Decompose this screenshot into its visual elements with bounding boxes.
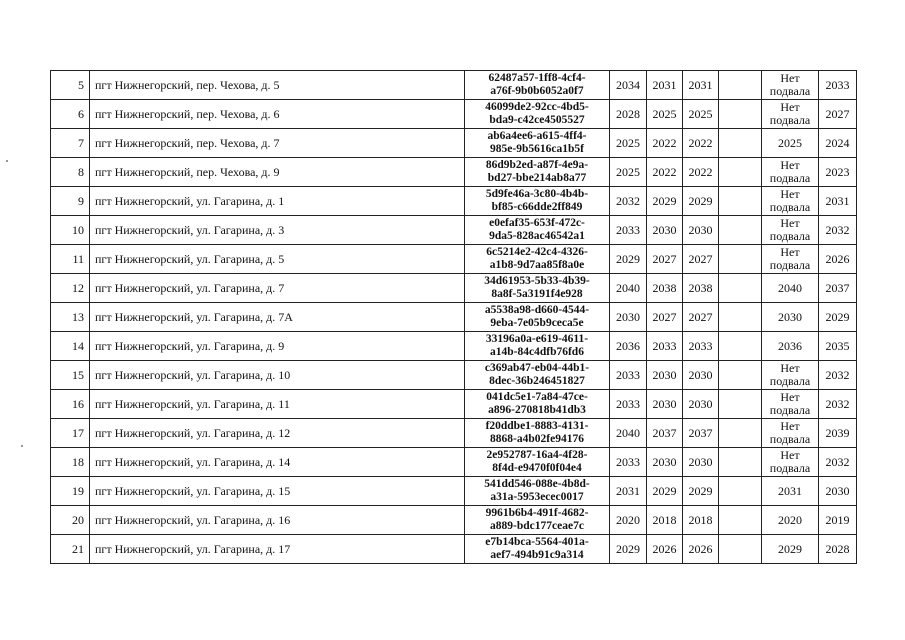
year-cell-3: 2025 [683, 100, 719, 129]
year-cell-3: 2030 [683, 390, 719, 419]
year-cell-1: 2020 [610, 506, 647, 535]
row-number: 11 [51, 245, 90, 274]
building-id-line-2: a1b8-9d7aa85f8a0e [489, 259, 585, 271]
scan-speck [6, 160, 8, 162]
year-cell-2: 2022 [647, 129, 683, 158]
building-id-line-1: 6c5214e2-42c4-4326- [486, 246, 588, 258]
year-cell-4 [719, 419, 762, 448]
year-cell-3: 2038 [683, 274, 719, 303]
year-cell-4 [719, 506, 762, 535]
year-cell-3: 2030 [683, 216, 719, 245]
year-cell-2: 2022 [647, 158, 683, 187]
year-cell-5: 2032 [819, 448, 857, 477]
building-id-line-2: a76f-9b0b6052a0f7 [490, 85, 584, 97]
address-cell: пгт Нижнегорский, ул. Гагарина, д. 3 [90, 216, 465, 245]
year-cell-5: 2033 [819, 71, 857, 100]
building-id-line-2: 8a8f-5a3191f4e928 [491, 288, 583, 300]
table-row [51, 100, 857, 129]
building-id-cell [465, 216, 610, 245]
building-id-cell [465, 477, 610, 506]
year-cell-2: 2025 [647, 100, 683, 129]
year-cell-1: 2040 [610, 274, 647, 303]
address-cell: пгт Нижнегорский, ул. Гагарина, д. 17 [90, 535, 465, 564]
basement-cell: Нет подвала [762, 361, 819, 390]
scan-speck [21, 445, 23, 447]
building-id-line-2: a889-bdc177ceae7c [490, 520, 584, 532]
year-cell-5: 2028 [819, 535, 857, 564]
year-cell-4 [719, 535, 762, 564]
table-row [51, 245, 857, 274]
year-cell-4 [719, 129, 762, 158]
year-cell-1: 2031 [610, 477, 647, 506]
table-row [51, 477, 857, 506]
year-cell-2: 2018 [647, 506, 683, 535]
year-cell-5: 2024 [819, 129, 857, 158]
year-cell-1: 2034 [610, 71, 647, 100]
address-cell: пгт Нижнегорский, пер. Чехова, д. 5 [90, 71, 465, 100]
year-cell-2: 2030 [647, 216, 683, 245]
year-cell-1: 2032 [610, 187, 647, 216]
year-cell-3: 2027 [683, 303, 719, 332]
basement-cell: 2036 [762, 332, 819, 361]
building-id-line-1: a5538a98-d660-4544- [484, 304, 590, 316]
year-cell-3: 2022 [683, 129, 719, 158]
building-id-line-2: bd27-bbe214ab8a77 [487, 172, 587, 184]
year-cell-2: 2030 [647, 361, 683, 390]
building-id-line-2: 8dec-36b246451827 [489, 375, 585, 387]
year-cell-2: 2027 [647, 303, 683, 332]
basement-cell: Нет подвала [762, 158, 819, 187]
year-cell-4 [719, 216, 762, 245]
year-cell-4 [719, 274, 762, 303]
basement-cell: 2031 [762, 477, 819, 506]
year-cell-5: 2030 [819, 477, 857, 506]
address-cell: пгт Нижнегорский, ул. Гагарина, д. 14 [90, 448, 465, 477]
row-number: 5 [51, 71, 90, 100]
address-cell: пгт Нижнегорский, ул. Гагарина, д. 9 [90, 332, 465, 361]
row-number: 21 [51, 535, 90, 564]
year-cell-4 [719, 100, 762, 129]
building-id-cell [465, 448, 610, 477]
row-number: 19 [51, 477, 90, 506]
year-cell-1: 2025 [610, 129, 647, 158]
building-id-cell [465, 71, 610, 100]
building-id-cell [465, 390, 610, 419]
year-cell-5: 2032 [819, 361, 857, 390]
table-row [51, 71, 857, 100]
year-cell-5: 2026 [819, 245, 857, 274]
year-cell-5: 2019 [819, 506, 857, 535]
row-number: 6 [51, 100, 90, 129]
year-cell-2: 2029 [647, 187, 683, 216]
basement-cell: Нет подвала [762, 448, 819, 477]
year-cell-5: 2029 [819, 303, 857, 332]
table-row [51, 361, 857, 390]
year-cell-4 [719, 245, 762, 274]
building-id-line-1: ab6a4ee6-a615-4ff4- [487, 130, 587, 142]
address-cell: пгт Нижнегорский, ул. Гагарина, д. 7 [90, 274, 465, 303]
building-id-line-2: bda9-c42ce4505527 [489, 114, 585, 126]
building-id-line-1: 041dc5e1-7a84-47ce- [486, 391, 588, 403]
year-cell-1: 2030 [610, 303, 647, 332]
year-cell-5: 2023 [819, 158, 857, 187]
year-cell-2: 2031 [647, 71, 683, 100]
address-cell: пгт Нижнегорский, ул. Гагарина, д. 10 [90, 361, 465, 390]
basement-cell: 2030 [762, 303, 819, 332]
year-cell-1: 2040 [610, 419, 647, 448]
year-cell-1: 2029 [610, 245, 647, 274]
year-cell-1: 2033 [610, 361, 647, 390]
building-id-line-2: a896-270818b41db3 [488, 404, 586, 416]
building-id-cell [465, 129, 610, 158]
year-cell-3: 2026 [683, 535, 719, 564]
row-number: 8 [51, 158, 90, 187]
year-cell-1: 2033 [610, 448, 647, 477]
table-row [51, 187, 857, 216]
building-id-cell [465, 332, 610, 361]
year-cell-4 [719, 187, 762, 216]
basement-cell: Нет подвала [762, 390, 819, 419]
year-cell-2: 2029 [647, 477, 683, 506]
year-cell-3: 2037 [683, 419, 719, 448]
building-id-line-1: f20ddbe1-8883-4131- [485, 420, 589, 432]
basement-cell: Нет подвала [762, 245, 819, 274]
building-id-line-2: a31a-5953ecec0017 [490, 491, 584, 503]
year-cell-2: 2030 [647, 448, 683, 477]
year-cell-2: 2038 [647, 274, 683, 303]
year-cell-5: 2037 [819, 274, 857, 303]
year-cell-4 [719, 361, 762, 390]
building-id-line-2: 985e-9b5616ca1b5f [490, 143, 584, 155]
building-id-line-1: 33196a0a-e619-4611- [485, 333, 589, 345]
row-number: 17 [51, 419, 90, 448]
building-id-line-1: 9961b6b4-491f-4682- [485, 507, 589, 519]
building-id-cell [465, 187, 610, 216]
row-number: 16 [51, 390, 90, 419]
year-cell-1: 2036 [610, 332, 647, 361]
building-id-cell [465, 361, 610, 390]
year-cell-4 [719, 332, 762, 361]
building-id-line-2: 8868-a4b02fe94176 [490, 433, 584, 445]
row-number: 13 [51, 303, 90, 332]
table-row [51, 506, 857, 535]
building-id-cell [465, 535, 610, 564]
building-id-cell [465, 303, 610, 332]
building-id-cell [465, 274, 610, 303]
year-cell-3: 2033 [683, 332, 719, 361]
row-number: 14 [51, 332, 90, 361]
year-cell-3: 2030 [683, 361, 719, 390]
row-number: 12 [51, 274, 90, 303]
year-cell-1: 2033 [610, 390, 647, 419]
address-cell: пгт Нижнегорский, ул. Гагарина, д. 7А [90, 303, 465, 332]
table-row [51, 390, 857, 419]
building-id-line-1: e0efaf35-653f-472c- [489, 217, 585, 229]
year-cell-4 [719, 71, 762, 100]
year-cell-1: 2025 [610, 158, 647, 187]
building-id-cell [465, 158, 610, 187]
address-cell: пгт Нижнегорский, ул. Гагарина, д. 16 [90, 506, 465, 535]
year-cell-4 [719, 303, 762, 332]
year-cell-5: 2032 [819, 216, 857, 245]
building-id-line-1: e7b14bca-5564-401a- [485, 536, 589, 548]
building-id-line-2: 9eba-7e05b9ceca5e [490, 317, 584, 329]
table-row [51, 535, 857, 564]
year-cell-2: 2026 [647, 535, 683, 564]
address-cell: пгт Нижнегорский, пер. Чехова, д. 9 [90, 158, 465, 187]
year-cell-3: 2029 [683, 477, 719, 506]
basement-cell: 2029 [762, 535, 819, 564]
year-cell-3: 2027 [683, 245, 719, 274]
row-number: 18 [51, 448, 90, 477]
building-id-cell [465, 245, 610, 274]
address-cell: пгт Нижнегорский, ул. Гагарина, д. 1 [90, 187, 465, 216]
year-cell-3: 2022 [683, 158, 719, 187]
address-cell: пгт Нижнегорский, пер. Чехова, д. 7 [90, 129, 465, 158]
building-id-line-1: 86d9b2ed-a87f-4e9a- [485, 159, 589, 171]
year-cell-2: 2033 [647, 332, 683, 361]
address-cell: пгт Нижнегорский, ул. Гагарина, д. 12 [90, 419, 465, 448]
housing-table [50, 70, 857, 564]
table-row [51, 274, 857, 303]
building-id-line-2: a14b-84c4dfb76fd6 [490, 346, 584, 358]
building-id-line-2: 9da5-828ac46542a1 [489, 230, 585, 242]
basement-cell: Нет подвала [762, 216, 819, 245]
address-cell: пгт Нижнегорский, ул. Гагарина, д. 11 [90, 390, 465, 419]
row-number: 10 [51, 216, 90, 245]
year-cell-2: 2037 [647, 419, 683, 448]
table-row [51, 419, 857, 448]
year-cell-3: 2018 [683, 506, 719, 535]
row-number: 15 [51, 361, 90, 390]
year-cell-3: 2029 [683, 187, 719, 216]
basement-cell: Нет подвала [762, 71, 819, 100]
year-cell-1: 2033 [610, 216, 647, 245]
year-cell-4 [719, 477, 762, 506]
table-row [51, 448, 857, 477]
basement-cell: 2040 [762, 274, 819, 303]
basement-cell: 2025 [762, 129, 819, 158]
building-id-line-1: 5d9fe46a-3c80-4b4b- [485, 188, 589, 200]
year-cell-4 [719, 158, 762, 187]
building-id-line-2: 8f4d-e9470f0f04e4 [492, 462, 582, 474]
table-row [51, 158, 857, 187]
basement-cell: Нет подвала [762, 187, 819, 216]
table-row [51, 303, 857, 332]
building-id-line-1: 46099de2-92cc-4bd5- [485, 101, 589, 113]
year-cell-4 [719, 448, 762, 477]
building-id-cell [465, 419, 610, 448]
row-number: 20 [51, 506, 90, 535]
basement-cell: Нет подвала [762, 419, 819, 448]
building-id-line-2: bf85-c66dde2ff849 [491, 201, 583, 213]
building-id-line-2: aef7-494b91c9a314 [490, 549, 584, 561]
building-id-line-1: 34d61953-5b33-4b39- [484, 275, 590, 287]
year-cell-1: 2029 [610, 535, 647, 564]
year-cell-2: 2030 [647, 390, 683, 419]
building-id-line-1: 62487a57-1ff8-4cf4- [488, 72, 586, 84]
year-cell-3: 2030 [683, 448, 719, 477]
year-cell-2: 2027 [647, 245, 683, 274]
year-cell-5: 2035 [819, 332, 857, 361]
year-cell-1: 2028 [610, 100, 647, 129]
building-id-cell [465, 100, 610, 129]
basement-cell: 2020 [762, 506, 819, 535]
year-cell-4 [719, 390, 762, 419]
address-cell: пгт Нижнегорский, ул. Гагарина, д. 5 [90, 245, 465, 274]
building-id-line-1: 541dd546-088e-4b8d- [484, 478, 590, 490]
row-number: 9 [51, 187, 90, 216]
table-row [51, 332, 857, 361]
table-body [51, 71, 857, 564]
year-cell-3: 2031 [683, 71, 719, 100]
year-cell-5: 2031 [819, 187, 857, 216]
year-cell-5: 2027 [819, 100, 857, 129]
address-cell: пгт Нижнегорский, пер. Чехова, д. 6 [90, 100, 465, 129]
basement-cell: Нет подвала [762, 100, 819, 129]
building-id-line-1: c369ab47-eb04-44b1- [484, 362, 590, 374]
table-row [51, 216, 857, 245]
year-cell-5: 2039 [819, 419, 857, 448]
building-id-line-1: 2e952787-16a4-4f28- [486, 449, 588, 461]
year-cell-5: 2032 [819, 390, 857, 419]
address-cell: пгт Нижнегорский, ул. Гагарина, д. 15 [90, 477, 465, 506]
row-number: 7 [51, 129, 90, 158]
building-id-cell [465, 506, 610, 535]
table-row [51, 129, 857, 158]
